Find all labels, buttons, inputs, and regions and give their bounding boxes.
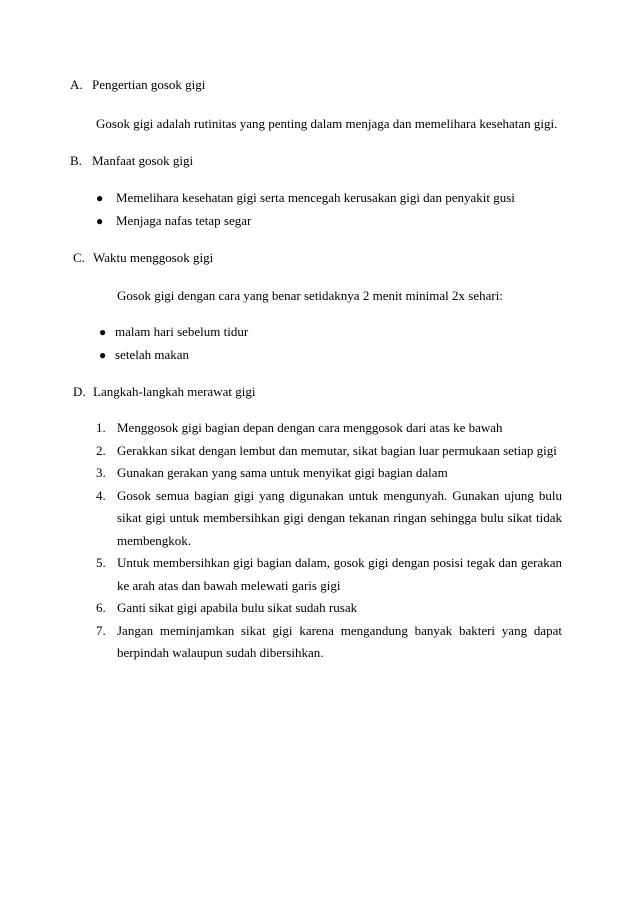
list-item — [96, 620, 562, 665]
section-d-title: Langkah-langkah merawat gigi — [93, 384, 256, 399]
list-item-text: Jangan meminjamkan sikat gigi karena mengandung banyak bakteri yang dapat berpindah walaupun sudah dibersihkan. — [117, 622, 562, 660]
section-b-bullet — [96, 213, 251, 229]
list-item-number: 1. — [96, 420, 106, 435]
bullet-text: setelah makan — [115, 347, 189, 362]
bullet-icon: ● — [99, 348, 107, 362]
bullet-text: malam hari sebelum tidur — [115, 324, 249, 339]
list-item-number: 5. — [96, 555, 106, 570]
section-c-bullet — [99, 347, 189, 363]
list-item-number: 4. — [96, 487, 106, 503]
bullet-icon: ● — [96, 214, 104, 228]
bullet-text: Menjaga nafas tetap segar — [116, 213, 252, 228]
section-a-heading — [70, 77, 205, 93]
list-item-text: Ganti sikat gigi apabila bulu sikat sudah rusak — [117, 600, 358, 615]
section-c-bullet — [99, 324, 248, 340]
list-item — [96, 462, 562, 485]
section-d-heading — [73, 384, 255, 400]
list-item-number: 6. — [96, 600, 106, 615]
section-b-title: Manfaat gosok gigi — [92, 153, 194, 168]
list-item — [96, 597, 562, 620]
list-item-text: Gerakkan sikat dengan lembut dan memutar, sikat bagian luar permukaan setiap gigi — [117, 442, 557, 458]
list-item-text: Menggosok gigi bagian depan dengan cara menggosok dari atas ke bawah — [117, 420, 503, 435]
list-item-text: Gosok semua bagian gigi yang digunakan untuk mengunyah. Gunakan ujung bulu sikat gigi untuk membersihkan gigi dengan tekanan ringan sehingga bulu sikat tidak membengkok. — [117, 487, 562, 548]
section-b-bullet — [96, 190, 515, 206]
section-d-label: D. — [73, 384, 86, 399]
section-a-label: A. — [70, 77, 83, 92]
list-item — [96, 440, 562, 463]
steps-list — [96, 417, 562, 665]
section-b-heading — [70, 153, 193, 169]
section-c-paragraph: Gosok gigi dengan cara yang benar setidaknya 2 menit minimal 2x sehari: — [117, 288, 503, 303]
bullet-icon: ● — [99, 325, 107, 339]
list-item-number: 3. — [96, 465, 106, 480]
bullet-icon: ● — [96, 191, 104, 205]
section-c-title: Waktu menggosok gigi — [93, 250, 214, 265]
list-item-number: 2. — [96, 442, 106, 458]
bullet-text: Memelihara kesehatan gigi serta mencegah kerusakan gigi dan penyakit gusi — [116, 190, 515, 205]
list-item-number: 7. — [96, 622, 106, 638]
section-c-label: C. — [73, 250, 85, 265]
section-c-heading — [73, 250, 213, 266]
section-a-title: Pengertian gosok gigi — [92, 77, 206, 92]
section-b-label: B. — [70, 153, 82, 168]
list-item-text: Gunakan gerakan yang sama untuk menyikat gigi bagian dalam — [117, 465, 448, 480]
list-item — [96, 417, 562, 440]
section-a-paragraph: Gosok gigi adalah rutinitas yang penting dalam menjaga dan memelihara kesehatan gigi. — [96, 116, 558, 131]
list-item — [96, 485, 562, 553]
list-item — [96, 552, 562, 597]
list-item-text: Untuk membersihkan gigi bagian dalam, gosok gigi dengan posisi tegak dan gerakan ke arah atas dan bawah melewati garis gigi — [117, 555, 562, 593]
